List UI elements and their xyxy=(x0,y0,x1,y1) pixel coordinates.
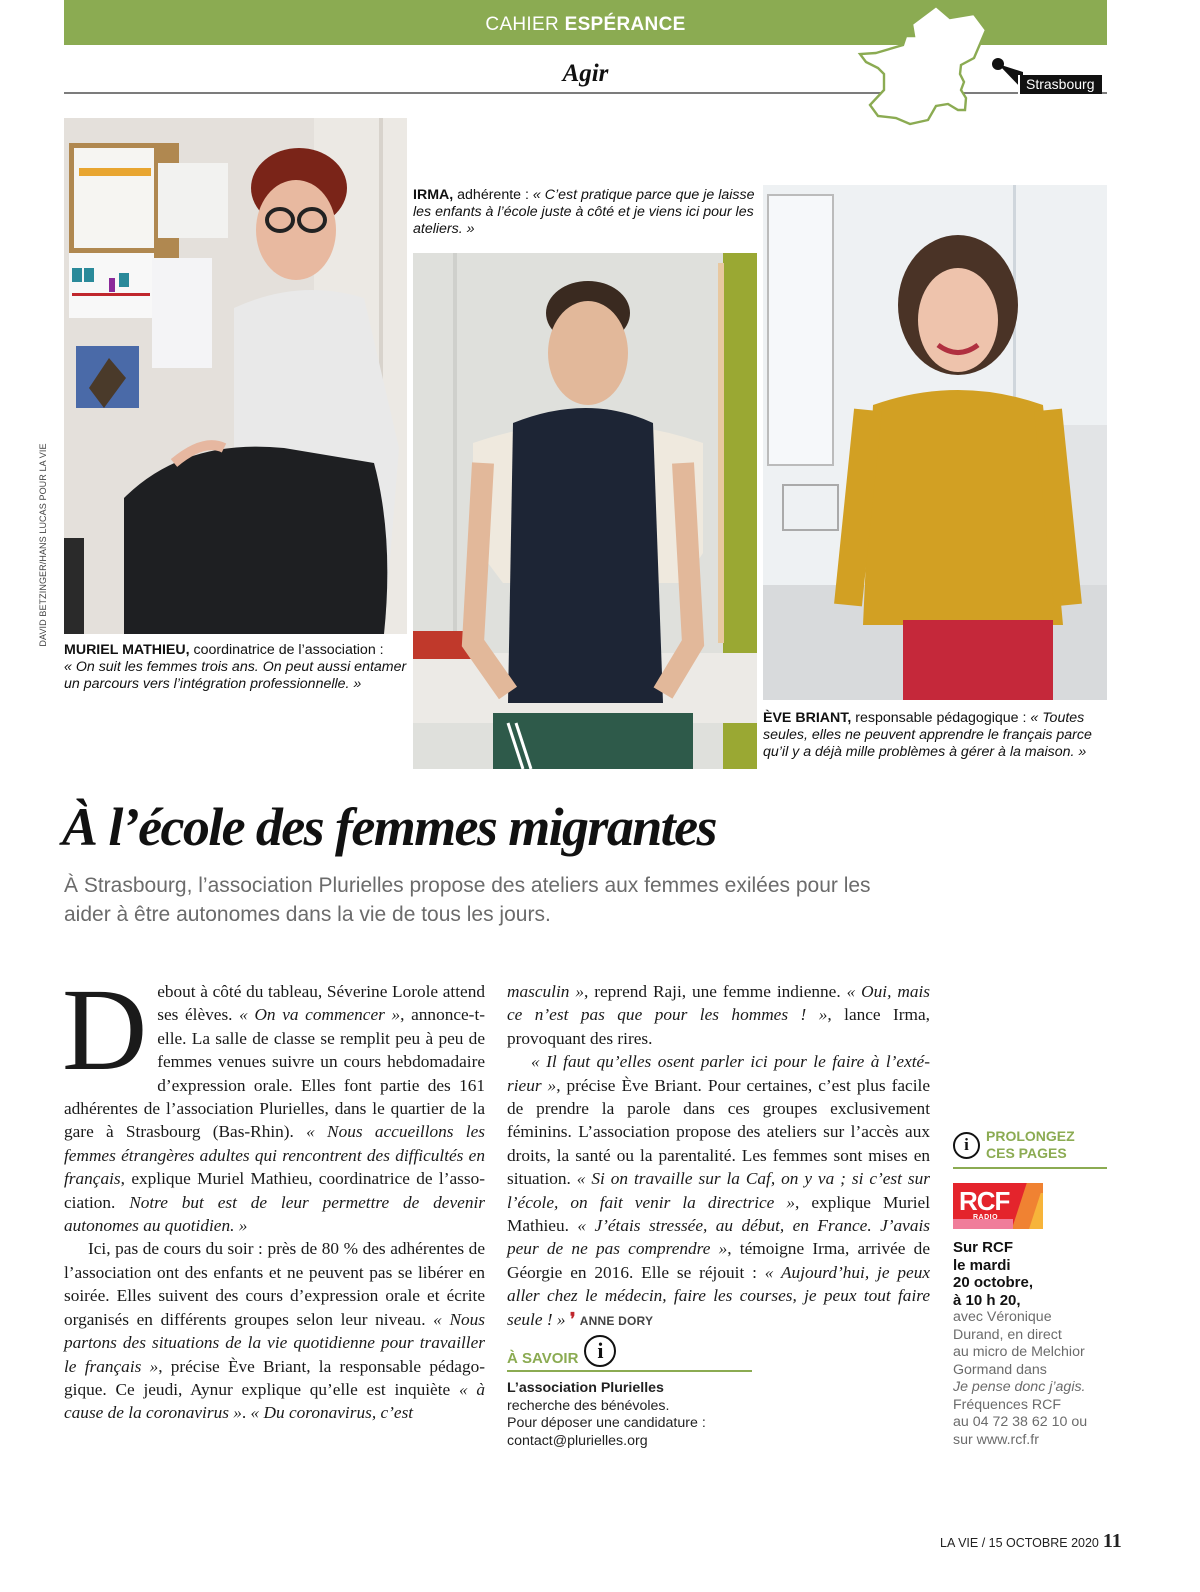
section-prefix: CAHIER xyxy=(485,14,560,35)
body-text: Ici, pas de cours du soir : près de 80 % des adhérentes de l’association ont des enfants et ne peuvent pas se libérer en soirée. Elles suivent des cours d’expression orale et écrite organisés en différents groupes selon leur niveau. xyxy=(64,1239,485,1329)
caption-irma xyxy=(413,187,757,238)
prolongez-title xyxy=(986,1128,1075,1162)
body-text: , annonce-t-elle. La salle de classe se remplit peu à peu de femmes venues suivre un cours hebdomadaire d’expression orale. Elles font partie des 161 adhérentes de l’association Plurielles, dans le quartier de la gare à Strasbourg (Bas-Rhin). xyxy=(64,1005,485,1142)
schedule-line: le mardi xyxy=(953,1256,1011,1274)
caption-role: coordinatrice de l’association : xyxy=(189,642,384,658)
a-savoir-title: À SAVOIR xyxy=(507,1350,579,1367)
schedule-line: à 10 h 20, xyxy=(953,1291,1021,1309)
photo-muriel-mathieu xyxy=(64,118,407,634)
photo-credit xyxy=(36,443,50,647)
caption-quote: « C’est pratique parce que je laisse les enfants à l’école juste à côté et je viens ici pour les ateliers. » xyxy=(413,187,755,237)
show-title: Je pense donc j’agis. xyxy=(953,1379,1086,1395)
a-savoir-header xyxy=(507,1336,752,1372)
quote: « Nous partons des situations de la vie quotidienne pour travailler le français » xyxy=(64,1309,485,1376)
a-savoir-text: Pour déposer une candidature : xyxy=(507,1415,706,1431)
caption-muriel xyxy=(64,642,414,693)
detail-line: avec Véronique xyxy=(953,1309,1052,1325)
caption-role: adhérente : xyxy=(453,187,533,203)
rcf-website-link[interactable]: sur www.rcf.fr xyxy=(953,1431,1039,1448)
quote: « Aujourd’hui, je peux aller chez le médecin, faire les courses, je peux tout faire seule ! » xyxy=(507,1262,930,1329)
schedule-line: Sur RCF xyxy=(953,1239,1013,1256)
quote: « à cause de la coronavirus » xyxy=(64,1379,485,1423)
logo-text: RCF xyxy=(959,1186,1010,1216)
prolongez-sidebar xyxy=(953,1128,1107,1449)
broadcast-schedule xyxy=(953,1239,1107,1309)
author-signature: ANNE DORY xyxy=(579,1313,654,1328)
photo-eve-briant xyxy=(763,185,1107,700)
body-text: , reprend Raji, une femme indienne. xyxy=(583,982,847,1001)
rubric-title: Agir xyxy=(562,60,609,87)
body-text: , explique Muriel Mathieu, coordinatrice de l’association. xyxy=(64,1169,485,1212)
a-savoir-box xyxy=(507,1336,752,1450)
schedule-line: 20 octobre, xyxy=(953,1274,1034,1291)
quote: « J’étais stressée, au début, en France. J’avais peur de ne pas comprendre » xyxy=(507,1216,930,1259)
rcf-radio-logo xyxy=(953,1183,1043,1229)
caption-quote: « On suit les femmes trois ans. On peut aussi entamer un parcours vers l’intégration professionnelle. » xyxy=(64,659,407,692)
a-savoir-body xyxy=(507,1380,752,1450)
detail-line: Gormand dans xyxy=(953,1361,1047,1378)
section-name: ESPÉRANCE xyxy=(564,14,686,35)
publication-date: LA VIE / 15 OCTOBRE 2020 xyxy=(940,1536,1099,1550)
caption-name: MURIEL MATHIEU, xyxy=(64,642,190,658)
detail-line: Fréquences RCF xyxy=(953,1396,1062,1413)
quote: « On va commencer » xyxy=(239,1005,401,1025)
map-location-label: Strasbourg xyxy=(1018,75,1102,94)
body-text: , précise Ève Briant. Pour certaines, c’est plus facile de prendre la parole dans ces groupes exclusivement féminins. L’association propose des ateliers sur l’accès aux droits, la santé ou la parentalité. Les femmes sont mises en situation. xyxy=(507,1075,930,1189)
page-footer xyxy=(940,1530,1122,1553)
quote: « Nous accueillons les femmes étrangères adultes qui rencontrent des difficultés en français xyxy=(64,1122,485,1189)
body-text: ebout à côté du tableau, Séverine Lorole attend ses élèves. xyxy=(157,982,485,1025)
prolongez-header xyxy=(953,1128,1107,1169)
title-line: CES PAGES xyxy=(986,1145,1067,1161)
article-column-2 xyxy=(507,980,930,1333)
contact-email-link[interactable]: contact@plurielles.org xyxy=(507,1432,648,1449)
paragraph xyxy=(64,1237,485,1424)
caption-role: responsable pédagogique : xyxy=(851,710,1031,726)
title-line: PROLONGEZ xyxy=(986,1128,1075,1144)
broadcast-details xyxy=(953,1309,1107,1449)
body-text: . xyxy=(241,1403,251,1423)
info-icon: i xyxy=(953,1132,980,1159)
article-headline: À l’école des femmes migrantes xyxy=(62,797,716,857)
quote: « Il faut qu’elles osent parler ici pour le faire à l’extérieur » xyxy=(507,1052,930,1095)
quote: « Oui, mais ce n’est pas que pour les hommes ! » xyxy=(507,982,931,1025)
caption-name: ÈVE BRIANT, xyxy=(763,710,852,726)
photo-irma xyxy=(413,253,757,769)
caption-name: IRMA, xyxy=(413,187,454,203)
quote: « Du coronavirus, c’est xyxy=(250,1403,414,1423)
body-text: , lance Irma, provoquant des rires. xyxy=(507,1005,930,1048)
article-standfirst: À Strasbourg, l’association Plurielles propose des ateliers aux femmes exilées pour les aider à être autonomes dans la vie de tous les jours. xyxy=(64,874,871,926)
body-text: , témoigne Irma, arrivée de Géorgie en 2016. Elle se réjouit : xyxy=(507,1239,930,1282)
body-text: , précise Ève Briant, la responsable pédagogique. Ce jeudi, Aynur explique qu’elle est inquiète xyxy=(64,1356,485,1399)
body-text: , explique Muriel Mathieu. xyxy=(507,1192,930,1236)
paragraph xyxy=(507,1050,930,1333)
end-mark-icon: ❜ xyxy=(569,1309,576,1329)
article-column-1 xyxy=(62,964,485,1425)
caption-eve xyxy=(763,710,1109,761)
detail-line: au micro de Melchior xyxy=(953,1344,1085,1360)
detail-line: Durand, en direct xyxy=(953,1326,1062,1343)
quote: « Si on travaille sur la Caf, on y va ; si c’est sur l’école, on fait venir la directrice » xyxy=(507,1169,930,1212)
page-number: 11 xyxy=(1102,1530,1122,1552)
drop-cap: D xyxy=(62,964,148,1095)
a-savoir-text: recherche des bénévoles. xyxy=(507,1397,670,1414)
quote: Notre but est de leur permettre de devenir autonomes au quotidien. » xyxy=(64,1192,485,1236)
quote: masculin » xyxy=(507,982,584,1001)
logo-subtext: RADIO xyxy=(973,1214,999,1221)
association-name: L’association Plurielles xyxy=(507,1380,664,1396)
info-icon: i xyxy=(584,1335,616,1367)
photo-credit-text: DAVID BETZINGER/HANS LUCAS POUR LA VIE xyxy=(38,443,48,647)
phone-number: au 04 72 38 62 10 ou xyxy=(953,1414,1088,1430)
caption-quote: « Toutes seules, elles ne peuvent apprendre le français parce qu’il y a déjà mille problèmes à gérer à la maison. » xyxy=(763,710,1092,760)
